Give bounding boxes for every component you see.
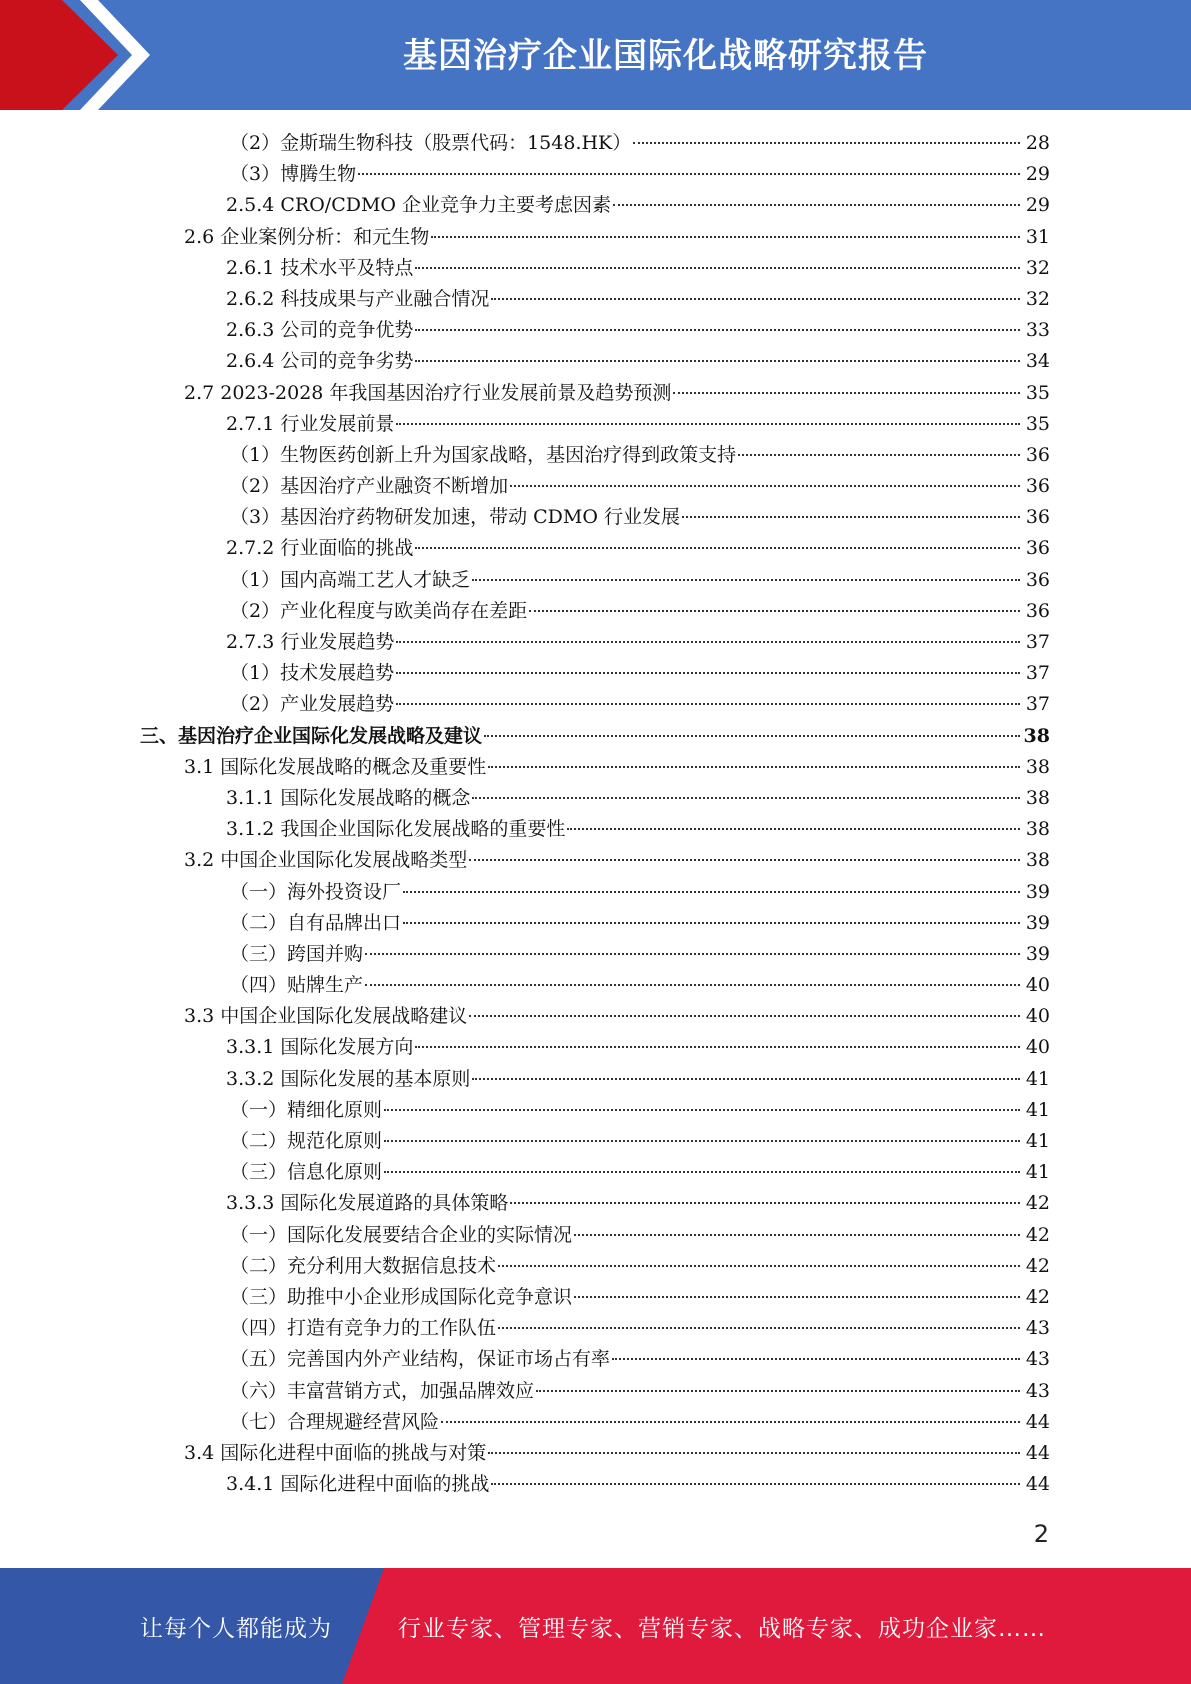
toc-entry-title: 3.2 中国企业国际化发展战略类型 xyxy=(184,849,468,872)
toc-entry[interactable] xyxy=(140,596,1050,627)
toc-entry-title: （四）贴牌生产 xyxy=(230,974,364,997)
toc-entry[interactable] xyxy=(140,658,1050,689)
toc-entry[interactable] xyxy=(140,1251,1050,1282)
toc-entry-page: 35 xyxy=(1025,381,1050,404)
toc-dot-leader xyxy=(396,423,1020,425)
toc-entry[interactable] xyxy=(140,1220,1050,1251)
toc-entry-title: （三）助推中小企业形成国际化竞争意识 xyxy=(230,1285,573,1308)
toc-dot-leader xyxy=(529,610,1020,612)
toc-dot-leader xyxy=(491,298,1020,300)
toc-entry[interactable] xyxy=(140,783,1050,814)
toc-dot-leader xyxy=(510,485,1020,487)
toc-entry-page: 32 xyxy=(1025,287,1050,310)
toc-entry-page: 38 xyxy=(1025,849,1050,872)
toc-dot-leader xyxy=(365,984,1020,986)
toc-entry[interactable] xyxy=(140,1407,1050,1438)
toc-entry[interactable] xyxy=(140,939,1050,970)
toc-entry[interactable] xyxy=(140,315,1050,346)
toc-entry-page: 41 xyxy=(1025,1130,1050,1152)
toc-entry[interactable] xyxy=(140,1064,1050,1095)
toc-entry-page: 37 xyxy=(1025,662,1050,685)
toc-entry-page: 29 xyxy=(1025,194,1050,217)
toc-entry-title: （二）充分利用大数据信息技术 xyxy=(230,1254,497,1277)
toc-dot-leader xyxy=(472,1078,1020,1080)
page-number: 2 xyxy=(1033,1520,1049,1548)
toc-dot-leader xyxy=(415,547,1020,549)
toc-dot-leader xyxy=(491,1483,1020,1485)
header-arrow-decoration xyxy=(0,0,150,110)
toc-entry-title: （3）基因治疗药物研发加速，带动 CDMO 行业发展 xyxy=(230,506,680,529)
toc-dot-leader xyxy=(472,797,1020,799)
toc-entry[interactable] xyxy=(140,159,1050,190)
toc-dot-leader xyxy=(682,516,1020,518)
toc-entry-title: （五）完善国内外产业结构，保证市场占有率 xyxy=(230,1348,611,1371)
toc-entry-page: 41 xyxy=(1025,1098,1050,1121)
toc-dot-leader xyxy=(738,454,1020,456)
toc-dot-leader xyxy=(469,859,1020,861)
toc-entry-page: 33 xyxy=(1025,319,1050,342)
toc-entry[interactable] xyxy=(140,190,1050,221)
toc-entry-title: 2.6.3 公司的竞争优势 xyxy=(226,319,414,342)
toc-dot-leader xyxy=(469,1015,1020,1017)
toc-dot-leader xyxy=(441,1421,1020,1423)
toc-entry[interactable] xyxy=(140,752,1050,783)
toc-entry-page: 40 xyxy=(1025,1005,1050,1028)
toc-entry[interactable] xyxy=(140,1313,1050,1344)
toc-entry-page: 36 xyxy=(1025,475,1050,498)
toc-dot-leader xyxy=(673,392,1020,394)
toc-entry[interactable] xyxy=(140,502,1050,533)
toc-entry-title: 3.1.1 国际化发展战略的概念 xyxy=(226,786,471,809)
toc-entry-title: 3.3 中国企业国际化发展战略建议 xyxy=(184,1005,468,1028)
toc-entry-title: 2.7.3 行业发展趋势 xyxy=(226,631,395,653)
toc-entry[interactable] xyxy=(140,1438,1050,1469)
toc-entry[interactable] xyxy=(140,128,1050,159)
toc-entry[interactable] xyxy=(140,1032,1050,1063)
toc-entry-title: 2.7.1 行业发展前景 xyxy=(226,412,395,435)
toc-dot-leader xyxy=(384,1140,1020,1142)
toc-dot-leader xyxy=(633,142,1020,144)
footer-slogan-right: 行业专家、管理专家、营销专家、战略专家、成功企业家…… xyxy=(398,1616,1046,1642)
toc-entry-title: 2.7 2023-2028 年我国基因治疗行业发展前景及趋势预测 xyxy=(184,381,672,404)
toc-entry-title: （七）合理规避经营风险 xyxy=(230,1410,440,1433)
toc-entry-page: 44 xyxy=(1025,1473,1050,1496)
toc-entry-page: 42 xyxy=(1025,1285,1050,1308)
toc-entry-title: 3.1 国际化发展战略的概念及重要性 xyxy=(184,755,487,778)
toc-entry-title: 三、基因治疗企业国际化发展战略及建议 xyxy=(140,724,483,747)
toc-dot-leader xyxy=(488,1452,1020,1454)
toc-entry-page: 40 xyxy=(1025,974,1050,997)
toc-entry[interactable] xyxy=(140,814,1050,845)
toc-entry[interactable] xyxy=(140,721,1050,752)
toc-entry-page: 40 xyxy=(1025,1036,1050,1059)
toc-entry-page: 42 xyxy=(1025,1192,1050,1215)
toc-entry-page: 41 xyxy=(1025,1067,1050,1090)
toc-entry-title: （二）规范化原则 xyxy=(230,1130,383,1152)
toc-entry[interactable] xyxy=(140,877,1050,908)
toc-entry[interactable] xyxy=(140,1282,1050,1313)
toc-entry-title: （2）产业化程度与欧美尚存在差距 xyxy=(230,599,528,622)
toc-entry-title: （六）丰富营销方式，加强品牌效应 xyxy=(230,1379,535,1402)
toc-entry-page: 36 xyxy=(1025,599,1050,622)
toc-dot-leader xyxy=(613,204,1020,206)
toc-entry[interactable] xyxy=(140,565,1050,596)
toc-entry-page: 36 xyxy=(1025,537,1050,560)
toc-entry-title: 3.3.1 国际化发展方向 xyxy=(226,1036,414,1059)
toc-dot-leader xyxy=(488,766,1020,768)
toc-dot-leader xyxy=(536,1390,1020,1392)
toc-entry-page: 41 xyxy=(1025,1161,1050,1184)
toc-entry-page: 32 xyxy=(1025,256,1050,279)
toc-entry-title: 2.6.2 科技成果与产业融合情况 xyxy=(226,287,490,310)
toc-entry-title: （二）自有品牌出口 xyxy=(230,911,402,934)
toc-dot-leader xyxy=(415,1046,1020,1048)
toc-entry-page: 38 xyxy=(1025,786,1050,809)
toc-entry-page: 43 xyxy=(1025,1317,1050,1340)
toc-entry-title: （一）精细化原则 xyxy=(230,1098,383,1121)
toc-entry-title: 3.3.3 国际化发展道路的具体策略 xyxy=(226,1192,509,1215)
toc-entry-page: 38 xyxy=(1025,818,1050,841)
toc-entry[interactable] xyxy=(140,627,1050,658)
toc-entry[interactable] xyxy=(140,1001,1050,1032)
toc-entry[interactable] xyxy=(140,1344,1050,1375)
toc-entry-title: （1）国内高端工艺人才缺乏 xyxy=(230,568,471,591)
toc-entry-title: 3.4.1 国际化进程中面临的挑战 xyxy=(226,1473,490,1496)
toc-entry-page: 37 xyxy=(1025,693,1050,716)
toc-entry-page: 28 xyxy=(1025,132,1050,154)
toc-dot-leader xyxy=(567,828,1020,830)
footer-slogan-left: 让每个人都能成为 xyxy=(140,1616,332,1642)
toc-entry-title: 2.6.4 公司的竞争劣势 xyxy=(226,350,414,373)
toc-dot-leader xyxy=(403,891,1020,893)
toc-entry-page: 38 xyxy=(1025,755,1050,778)
toc-entry-page: 39 xyxy=(1025,911,1050,934)
toc-entry-page: 39 xyxy=(1025,880,1050,903)
toc-dot-leader xyxy=(498,1327,1020,1329)
toc-dot-leader xyxy=(358,173,1020,175)
toc-entry-title: （三）信息化原则 xyxy=(230,1161,383,1184)
toc-entry-title: （3）博腾生物 xyxy=(230,163,357,186)
toc-dot-leader xyxy=(574,1296,1020,1298)
toc-dot-leader xyxy=(415,267,1020,269)
toc-entry-title: （1）生物医药创新上升为国家战略，基因治疗得到政策支持 xyxy=(230,443,737,466)
toc-entry[interactable] xyxy=(140,409,1050,440)
toc-entry[interactable] xyxy=(140,378,1050,409)
toc-dot-leader xyxy=(415,329,1020,331)
toc-entry[interactable] xyxy=(140,253,1050,284)
toc-entry[interactable] xyxy=(140,845,1050,876)
toc-entry-page: 36 xyxy=(1025,443,1050,466)
toc-entry[interactable] xyxy=(140,1157,1050,1188)
toc-entry[interactable] xyxy=(140,284,1050,315)
toc-entry[interactable] xyxy=(140,908,1050,939)
toc-dot-leader xyxy=(431,236,1020,238)
toc-entry[interactable] xyxy=(140,689,1050,720)
toc-dot-leader xyxy=(472,579,1020,581)
toc-entry-page: 37 xyxy=(1025,631,1050,653)
toc-entry-title: （1）技术发展趋势 xyxy=(230,662,395,685)
page-header xyxy=(0,0,1191,110)
toc-entry-page: 36 xyxy=(1025,568,1050,591)
toc-dot-leader xyxy=(365,953,1020,955)
toc-entry-title: （一）国际化发展要结合企业的实际情况 xyxy=(230,1223,573,1246)
toc-entry-title: （2）金斯瑞生物科技（股票代码：1548.HK） xyxy=(230,132,632,154)
toc-entry[interactable] xyxy=(140,346,1050,377)
toc-entry[interactable] xyxy=(140,471,1050,502)
toc-entry-title: 3.3.2 国际化发展的基本原则 xyxy=(226,1067,471,1090)
toc-entry-page: 42 xyxy=(1025,1254,1050,1277)
toc-entry-page: 35 xyxy=(1025,412,1050,435)
toc-entry-page: 44 xyxy=(1025,1441,1050,1464)
report-title: 基因治疗企业国际化战略研究报告 xyxy=(403,36,928,76)
toc-entry-page: 43 xyxy=(1025,1348,1050,1371)
toc-entry[interactable] xyxy=(140,222,1050,253)
toc-entry-page: 43 xyxy=(1025,1379,1050,1402)
toc-dot-leader xyxy=(384,1171,1020,1173)
toc-entry[interactable] xyxy=(140,970,1050,1001)
toc-entry-title: （一）海外投资设厂 xyxy=(230,880,402,903)
toc-entry-title: （四）打造有竞争力的工作队伍 xyxy=(230,1317,497,1340)
toc-entry-page: 29 xyxy=(1025,163,1050,186)
toc-entry-page: 34 xyxy=(1025,350,1050,373)
toc-entry-title: 2.7.2 行业面临的挑战 xyxy=(226,537,414,560)
toc-entry-title: （2）基因治疗产业融资不断增加 xyxy=(230,475,509,498)
toc-entry-title: 3.1.2 我国企业国际化发展战略的重要性 xyxy=(226,818,566,841)
toc-entry[interactable] xyxy=(140,1469,1050,1500)
toc-entry-title: 3.4 国际化进程中面临的挑战与对策 xyxy=(184,1441,487,1464)
toc-dot-leader xyxy=(396,703,1020,705)
table-of-contents xyxy=(140,128,1050,1500)
toc-dot-leader xyxy=(484,735,1020,737)
toc-dot-leader xyxy=(612,1358,1020,1360)
toc-entry-title: 2.6 企业案例分析：和元生物 xyxy=(184,225,430,248)
toc-entry-page: 36 xyxy=(1025,506,1050,529)
toc-entry[interactable] xyxy=(140,440,1050,471)
toc-dot-leader xyxy=(403,922,1020,924)
toc-entry[interactable] xyxy=(140,533,1050,564)
toc-dot-leader xyxy=(574,1234,1020,1236)
toc-dot-leader xyxy=(384,1109,1020,1111)
toc-entry-title: 2.6.1 技术水平及特点 xyxy=(226,256,414,279)
toc-entry-page: 38 xyxy=(1023,724,1050,747)
toc-entry-page: 31 xyxy=(1025,225,1050,248)
toc-dot-leader xyxy=(396,672,1020,674)
toc-dot-leader xyxy=(498,1265,1020,1267)
toc-entry[interactable] xyxy=(140,1126,1050,1157)
toc-entry[interactable] xyxy=(140,1376,1050,1407)
toc-dot-leader xyxy=(510,1202,1020,1204)
toc-entry-title: 2.5.4 CRO/CDMO 企业竞争力主要考虑因素 xyxy=(226,194,612,217)
page-footer xyxy=(0,1568,1191,1684)
toc-entry-title: （三）跨国并购 xyxy=(230,942,364,965)
toc-entry[interactable] xyxy=(140,1095,1050,1126)
toc-entry-page: 42 xyxy=(1025,1223,1050,1246)
toc-dot-leader xyxy=(396,641,1020,643)
toc-entry[interactable] xyxy=(140,1188,1050,1219)
toc-entry-title: （2）产业发展趋势 xyxy=(230,693,395,716)
toc-dot-leader xyxy=(415,360,1020,362)
toc-entry-page: 39 xyxy=(1025,942,1050,965)
toc-entry-page: 44 xyxy=(1025,1410,1050,1433)
